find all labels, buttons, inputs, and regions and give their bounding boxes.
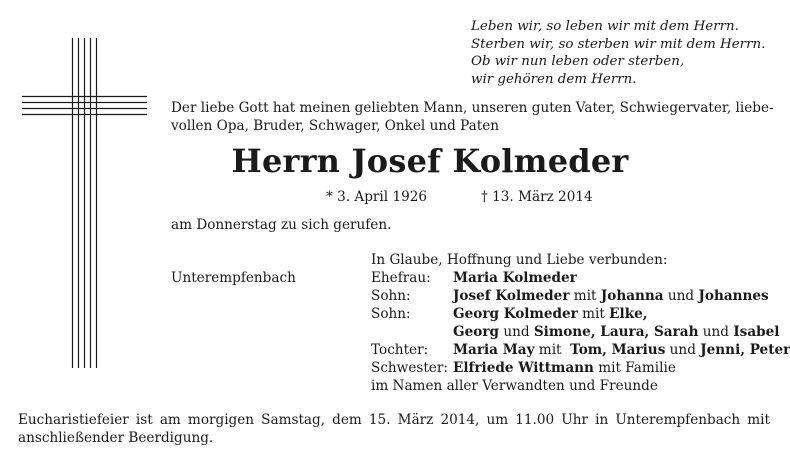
intro-line: Der liebe Gott hat meinen geliebten Mann, unseren guten Vater, Schwiegervater, liebe- xyxy=(171,100,774,116)
relation-label: Sohn: xyxy=(371,288,411,304)
life-dates xyxy=(326,189,593,205)
mourning-header: In Glaube, Hoffnung und Liebe verbunden: xyxy=(371,252,668,268)
verse-line: Sterben wir, so sterben wir mit dem Herrn. xyxy=(471,36,766,52)
latin-cross-icon xyxy=(22,38,147,368)
bible-verse xyxy=(471,18,765,88)
birth-date: * 3. April 1926 xyxy=(326,189,428,205)
verse-line: Leben wir, so leben wir mit dem Herrn. xyxy=(471,19,739,34)
family-line: im Namen aller Verwandten und Freunde xyxy=(371,378,658,394)
deceased-name: Herrn Josef Kolmeder xyxy=(231,142,629,180)
intro-text xyxy=(171,100,774,135)
mourner-entry: Georg und Simone, Laura, Sarah und Isabel xyxy=(453,324,780,340)
verse-line: Ob wir nun leben oder sterben, xyxy=(471,54,685,70)
death-date: † 13. März 2014 xyxy=(481,189,593,205)
verse-line: wir gehören dem Herrn. xyxy=(471,71,637,87)
place-name: Unterempfenbach xyxy=(171,270,296,286)
called-home-text: am Donnerstag zu sich gerufen. xyxy=(171,217,392,233)
mourner-entry: Maria May mit Tom, Marius und Jenni, Peter xyxy=(453,342,790,358)
intro-line: vollen Opa, Bruder, Schwager, Onkel und Paten xyxy=(171,117,500,134)
relation-label: Tochter: xyxy=(371,342,429,358)
relation-label: Schwester: xyxy=(371,360,448,376)
relation-label: Sohn: xyxy=(371,306,411,322)
mourner-entry: Georg Kolmeder mit Elke, xyxy=(453,306,648,322)
mourner-entry: Josef Kolmeder mit Johanna und Johannes xyxy=(453,288,769,304)
funeral-notice: Eucharistiefeier ist am morgigen Samstag, dem 15. März 2014, um 11.00 Uhr in Unterempfenbach mit anschließender Beerdigung. xyxy=(18,412,770,446)
mourner-entry: Elfriede Wittmann mit Familie xyxy=(453,360,676,376)
relation-label: Ehefrau: xyxy=(371,270,431,286)
mourner-entry: Maria Kolmeder xyxy=(453,270,577,286)
